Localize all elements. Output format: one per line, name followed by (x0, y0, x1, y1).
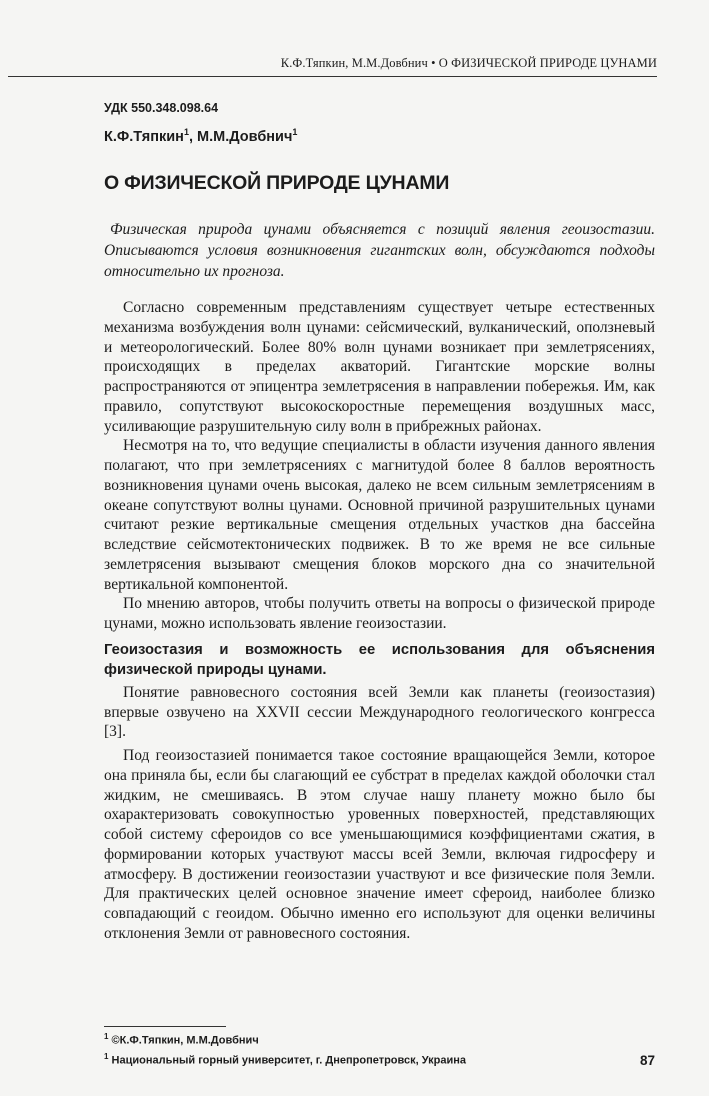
footnote-1-text: ©К.Ф.Тяпкин, М.М.Довбнич (111, 1034, 259, 1047)
footnote-2 (104, 1049, 466, 1069)
footnote-1-mark: 1 (104, 1032, 109, 1041)
paragraph-2: Несмотря на то, что ведущие специалисты в области изучения данного явления полагают, что при землетрясениях с магнитудой более 8 баллов вероятность возникновения цунами очень высокая, далеко не всем сильным землетрясениям в океане сопутствуют волны цунами. Основной причиной разрушительных цунами считают резкие вертикальные смещения отдельных участков дна бассейна вследствие сейсмотектонических подвижек. В то же время не все сильные землетрясения вызывают смещения блоков морского дна со значительной вертикальной компонентой. (104, 437, 655, 593)
author-2: М.М.Довбнич (197, 128, 293, 145)
running-head: К.Ф.Тяпкин, М.М.Довбнич • О ФИЗИЧЕСКОЙ ПРИРОДЕ ЦУНАМИ (280, 56, 657, 70)
footnotes (104, 1029, 466, 1068)
paragraph-4: Понятие равновесного состояния всей Земли как планеты (геоизостазия) впервые озвучено на XXVII сессии Международного геологического конгресса [3]. (104, 683, 655, 741)
abstract: Физическая природа цунами объясняется с позиций явления геоизостазии. Описываются условия возникновения гигантских волн, обсуждаются подходы относительно их прогноза. (104, 221, 655, 280)
paragraph-3: По мнению авторов, чтобы получить ответы на вопросы о физической природе цунами, можно использовать явление геоизостазии. (104, 595, 655, 632)
udc-code: УДК 550.348.098.64 (104, 101, 219, 115)
header-rule (8, 76, 657, 77)
section-heading: Геоизостазия и возможность ее использования для объяснения физической природы цунами. (104, 641, 655, 678)
page-number: 87 (639, 1053, 655, 1068)
footnote-1 (104, 1029, 466, 1049)
author-separator: , (188, 128, 198, 145)
footnote-2-mark: 1 (104, 1051, 109, 1061)
footnote-2-text: Национальный горный университет, г. Днепропетровск, Украина (111, 1054, 467, 1067)
footnote-rule (104, 1026, 226, 1027)
authors-line (104, 127, 297, 145)
paragraph-5: Под геоизостазией понимается такое состояние вращающейся Земли, которое она приняла бы, если бы слагающий ее субстрат в пределах каждой оболочки стал жидким, не смешиваясь. В этом случае нашу планету можно было бы охарактеризовать совокупностью уровенных поверхностей, представляющих собой систему сфероидов со все уменьшающимися коэффициентами сжатия, в формировании которых участвуют массы всей Земли, включая гидросферу и атмосферу. В достижении геоизостазии участвуют и все физические поля Земли. Для практических целей основное значение имеет сфероид, наиболее близко совпадающий с геоидом. Обычно именно его используют для оценки величины отклонения Земли от равновесного состояния. (104, 747, 655, 942)
article-title: О ФИЗИЧЕСКОЙ ПРИРОДЕ ЦУНАМИ (104, 172, 450, 194)
paragraph-1: Согласно современным представлениям существует четыре естественных механизма возбуждения волн цунами: сейсмический, вулканический, оползневый и метеорологический. Более 80% волн цунами возникает при землетрясениях, происходящих в пределах акваторий. Гигантские морские волны распространяются от эпицентра землетрясения в направлении побережья. Им, как правило, сопутствуют высокоскоростные перемещения воздушных масс, усиливающие разрушительную силу волн в прибрежных районах. (104, 299, 655, 435)
author-1-affiliation-mark: 1 (183, 127, 189, 137)
author-2-affiliation-mark: 1 (292, 127, 298, 137)
author-1: К.Ф.Тяпкин (104, 128, 184, 145)
article-body (104, 298, 655, 944)
